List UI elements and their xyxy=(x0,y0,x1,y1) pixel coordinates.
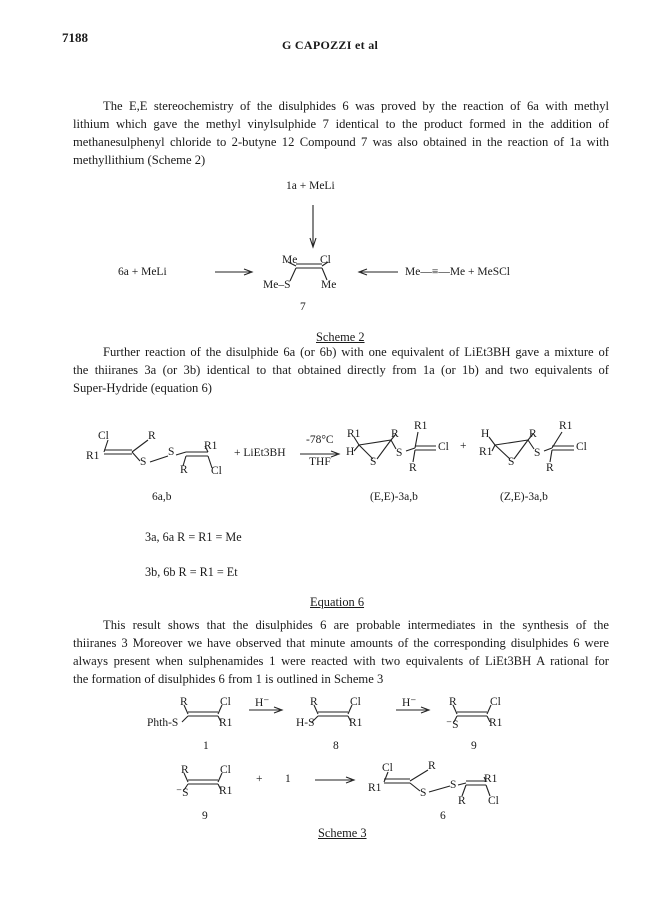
substituent-definition: 3a, 6a R = R1 = Me xyxy=(145,530,242,544)
atom-label: S xyxy=(370,456,377,468)
atom-label: R xyxy=(180,464,188,476)
atom-label: Cl xyxy=(350,696,361,708)
compound-label: 6 xyxy=(440,810,446,822)
bond xyxy=(544,448,552,451)
bond xyxy=(429,786,450,792)
atom-label: R1 xyxy=(349,717,363,729)
scheme2-top-reactants: 1a + MeLi xyxy=(286,180,335,192)
atom-label: H xyxy=(346,446,355,458)
bond xyxy=(132,452,140,461)
atom-label: R1 xyxy=(204,440,218,452)
running-head: G CAPOZZI et al xyxy=(282,38,379,52)
atom-label: Cl xyxy=(98,430,109,442)
scheme2-left-reactants: 6a + MeLi xyxy=(118,266,167,278)
atom-label: H xyxy=(481,428,490,440)
atom-label: R1 xyxy=(559,420,573,432)
atom-label: R1 xyxy=(219,785,233,797)
text-line: The E,E stereochemistry of the disulphides 6 was proved by the reaction of 6a with methyl xyxy=(103,99,609,113)
atom-label: R1 xyxy=(219,717,233,729)
text-line: Super-Hydride (equation 6) xyxy=(73,381,212,395)
atom-label: R1 xyxy=(414,420,428,432)
atom-label: R1 xyxy=(484,773,498,785)
atom-label: R xyxy=(181,764,189,776)
bond xyxy=(132,440,148,452)
compound-label: (E,E)-3a,b xyxy=(370,491,418,503)
atom-label: R1 xyxy=(479,446,493,458)
scheme3-caption: Scheme 3 xyxy=(318,826,367,840)
atom-label: S xyxy=(396,447,403,459)
text-line: lithium which gave the methyl vinylsulphide 7 identical to the product formed in the addition of xyxy=(73,117,609,131)
bond xyxy=(413,450,415,462)
atom-label: Cl xyxy=(220,696,231,708)
scheme2-right-reactants: Me—≡—Me + MeSCl xyxy=(405,266,510,278)
atom-label: Cl xyxy=(438,441,449,453)
paragraph-1 xyxy=(73,97,609,169)
atom-label: Me–S xyxy=(263,279,291,291)
atom-label: R1 xyxy=(347,428,361,440)
atom-label: S xyxy=(140,456,147,468)
bond xyxy=(458,783,466,785)
arrow-head xyxy=(359,269,367,275)
atom-label: Cl xyxy=(488,795,499,807)
bond xyxy=(489,437,495,445)
atom-label: R1 xyxy=(86,450,100,462)
bond xyxy=(406,448,415,451)
atom-label: R xyxy=(310,696,318,708)
atom-label: Me xyxy=(282,254,298,266)
equation6-caption: Equation 6 xyxy=(310,595,365,609)
text-line: Further reaction of the disulphide 6a (or 6b) with one equivalent of LiEt3BH gave a mixture of xyxy=(103,345,609,359)
bond xyxy=(492,445,495,451)
bond xyxy=(550,450,552,462)
bond xyxy=(354,445,359,451)
reactant-label: 1 xyxy=(285,773,291,785)
condition-solvent: THF xyxy=(309,456,331,468)
atom-label: S xyxy=(508,456,515,468)
atom-label: R1 xyxy=(489,717,503,729)
bond xyxy=(514,440,528,459)
text-line: the formation of disulphides 6 from 1 is outlined in Scheme 3 xyxy=(73,672,384,686)
atom-label: Cl xyxy=(490,696,501,708)
bond xyxy=(182,716,188,722)
text-line: This result shows that the disulphides 6 are probable intermediates in the synthesis of the xyxy=(103,618,609,632)
bond xyxy=(410,770,428,781)
atom-label: Cl xyxy=(320,254,331,266)
atom-label: R xyxy=(428,760,436,772)
atom-label: Phth-S xyxy=(147,717,179,729)
compound-label: 8 xyxy=(333,740,339,752)
hydride-label: H⁻ xyxy=(255,697,270,709)
bond xyxy=(377,440,391,459)
arrow-head xyxy=(274,707,282,713)
bond xyxy=(359,440,391,445)
atom-label: R xyxy=(180,696,188,708)
atom-label: R xyxy=(546,462,554,474)
compound-label: 9 xyxy=(202,810,208,822)
compound-label: (Z,E)-3a,b xyxy=(500,491,548,503)
bond xyxy=(150,456,168,462)
atom-label: R1 xyxy=(368,782,382,794)
substituent-definition: 3b, 6b R = R1 = Et xyxy=(145,565,238,579)
page-number: 7188 xyxy=(62,30,88,45)
compound-label: 7 xyxy=(300,301,306,313)
bond xyxy=(552,432,562,448)
atom-label: R xyxy=(529,428,537,440)
atom-label: Cl xyxy=(382,762,393,774)
compound-label: 1 xyxy=(203,740,209,752)
compound-label: 9 xyxy=(471,740,477,752)
hydride-label: H⁻ xyxy=(402,697,417,709)
atom-label: R xyxy=(458,795,466,807)
atom-label: ⁻S xyxy=(176,787,189,799)
text-line: always present when sulphenamides 1 were reacted with two equivalents of LiEt3BH A rational for xyxy=(73,654,609,668)
text-line: thiiranes 3 Moreover we have observed that minute amounts of the corresponding disulphides 6 were xyxy=(73,636,609,650)
paragraph-3 xyxy=(73,616,609,688)
atom-label: Cl xyxy=(211,465,222,477)
condition-temperature: -78°C xyxy=(306,434,334,446)
bond xyxy=(410,783,420,791)
reagent-label: + LiEt3BH xyxy=(234,447,286,459)
atom-label: Cl xyxy=(576,441,587,453)
bond xyxy=(290,268,296,281)
atom-label: Cl xyxy=(220,764,231,776)
paragraph-2 xyxy=(73,343,609,397)
bond xyxy=(415,432,418,448)
plus-sign: + xyxy=(256,773,263,785)
arrow-head xyxy=(244,269,252,275)
arrow-head xyxy=(421,707,429,713)
scheme2-caption: Scheme 2 xyxy=(316,330,365,344)
atom-label: R xyxy=(409,462,417,474)
atom-label: S xyxy=(420,787,427,799)
compound-label: 6a,b xyxy=(152,491,172,503)
atom-label: R xyxy=(391,428,399,440)
text-line: methyllithium (Scheme 2) xyxy=(73,153,206,167)
atom-label: Me xyxy=(321,279,337,291)
text-line: the thiiranes 3a (or 3b) identical to that obtained directly from 1a (or 1b) and two equivalents of xyxy=(73,363,609,377)
arrow-head xyxy=(331,451,339,457)
plus-sign: + xyxy=(460,440,467,452)
bond xyxy=(495,440,528,445)
atom-label: S xyxy=(534,447,541,459)
atom-label: H-S xyxy=(296,717,315,729)
bond xyxy=(176,452,186,455)
arrow-head xyxy=(346,777,354,783)
atom-label: R xyxy=(449,696,457,708)
arrow-head xyxy=(310,238,316,247)
atom-label: R xyxy=(148,430,156,442)
atom-label: S xyxy=(168,446,175,458)
atom-label: ⁻S xyxy=(446,719,459,731)
atom-label: S xyxy=(450,779,457,791)
text-line: methanesulphenyl chloride to 2-butyne 12 Compound 7 was also obtained in the reaction of 1a with xyxy=(73,135,609,149)
